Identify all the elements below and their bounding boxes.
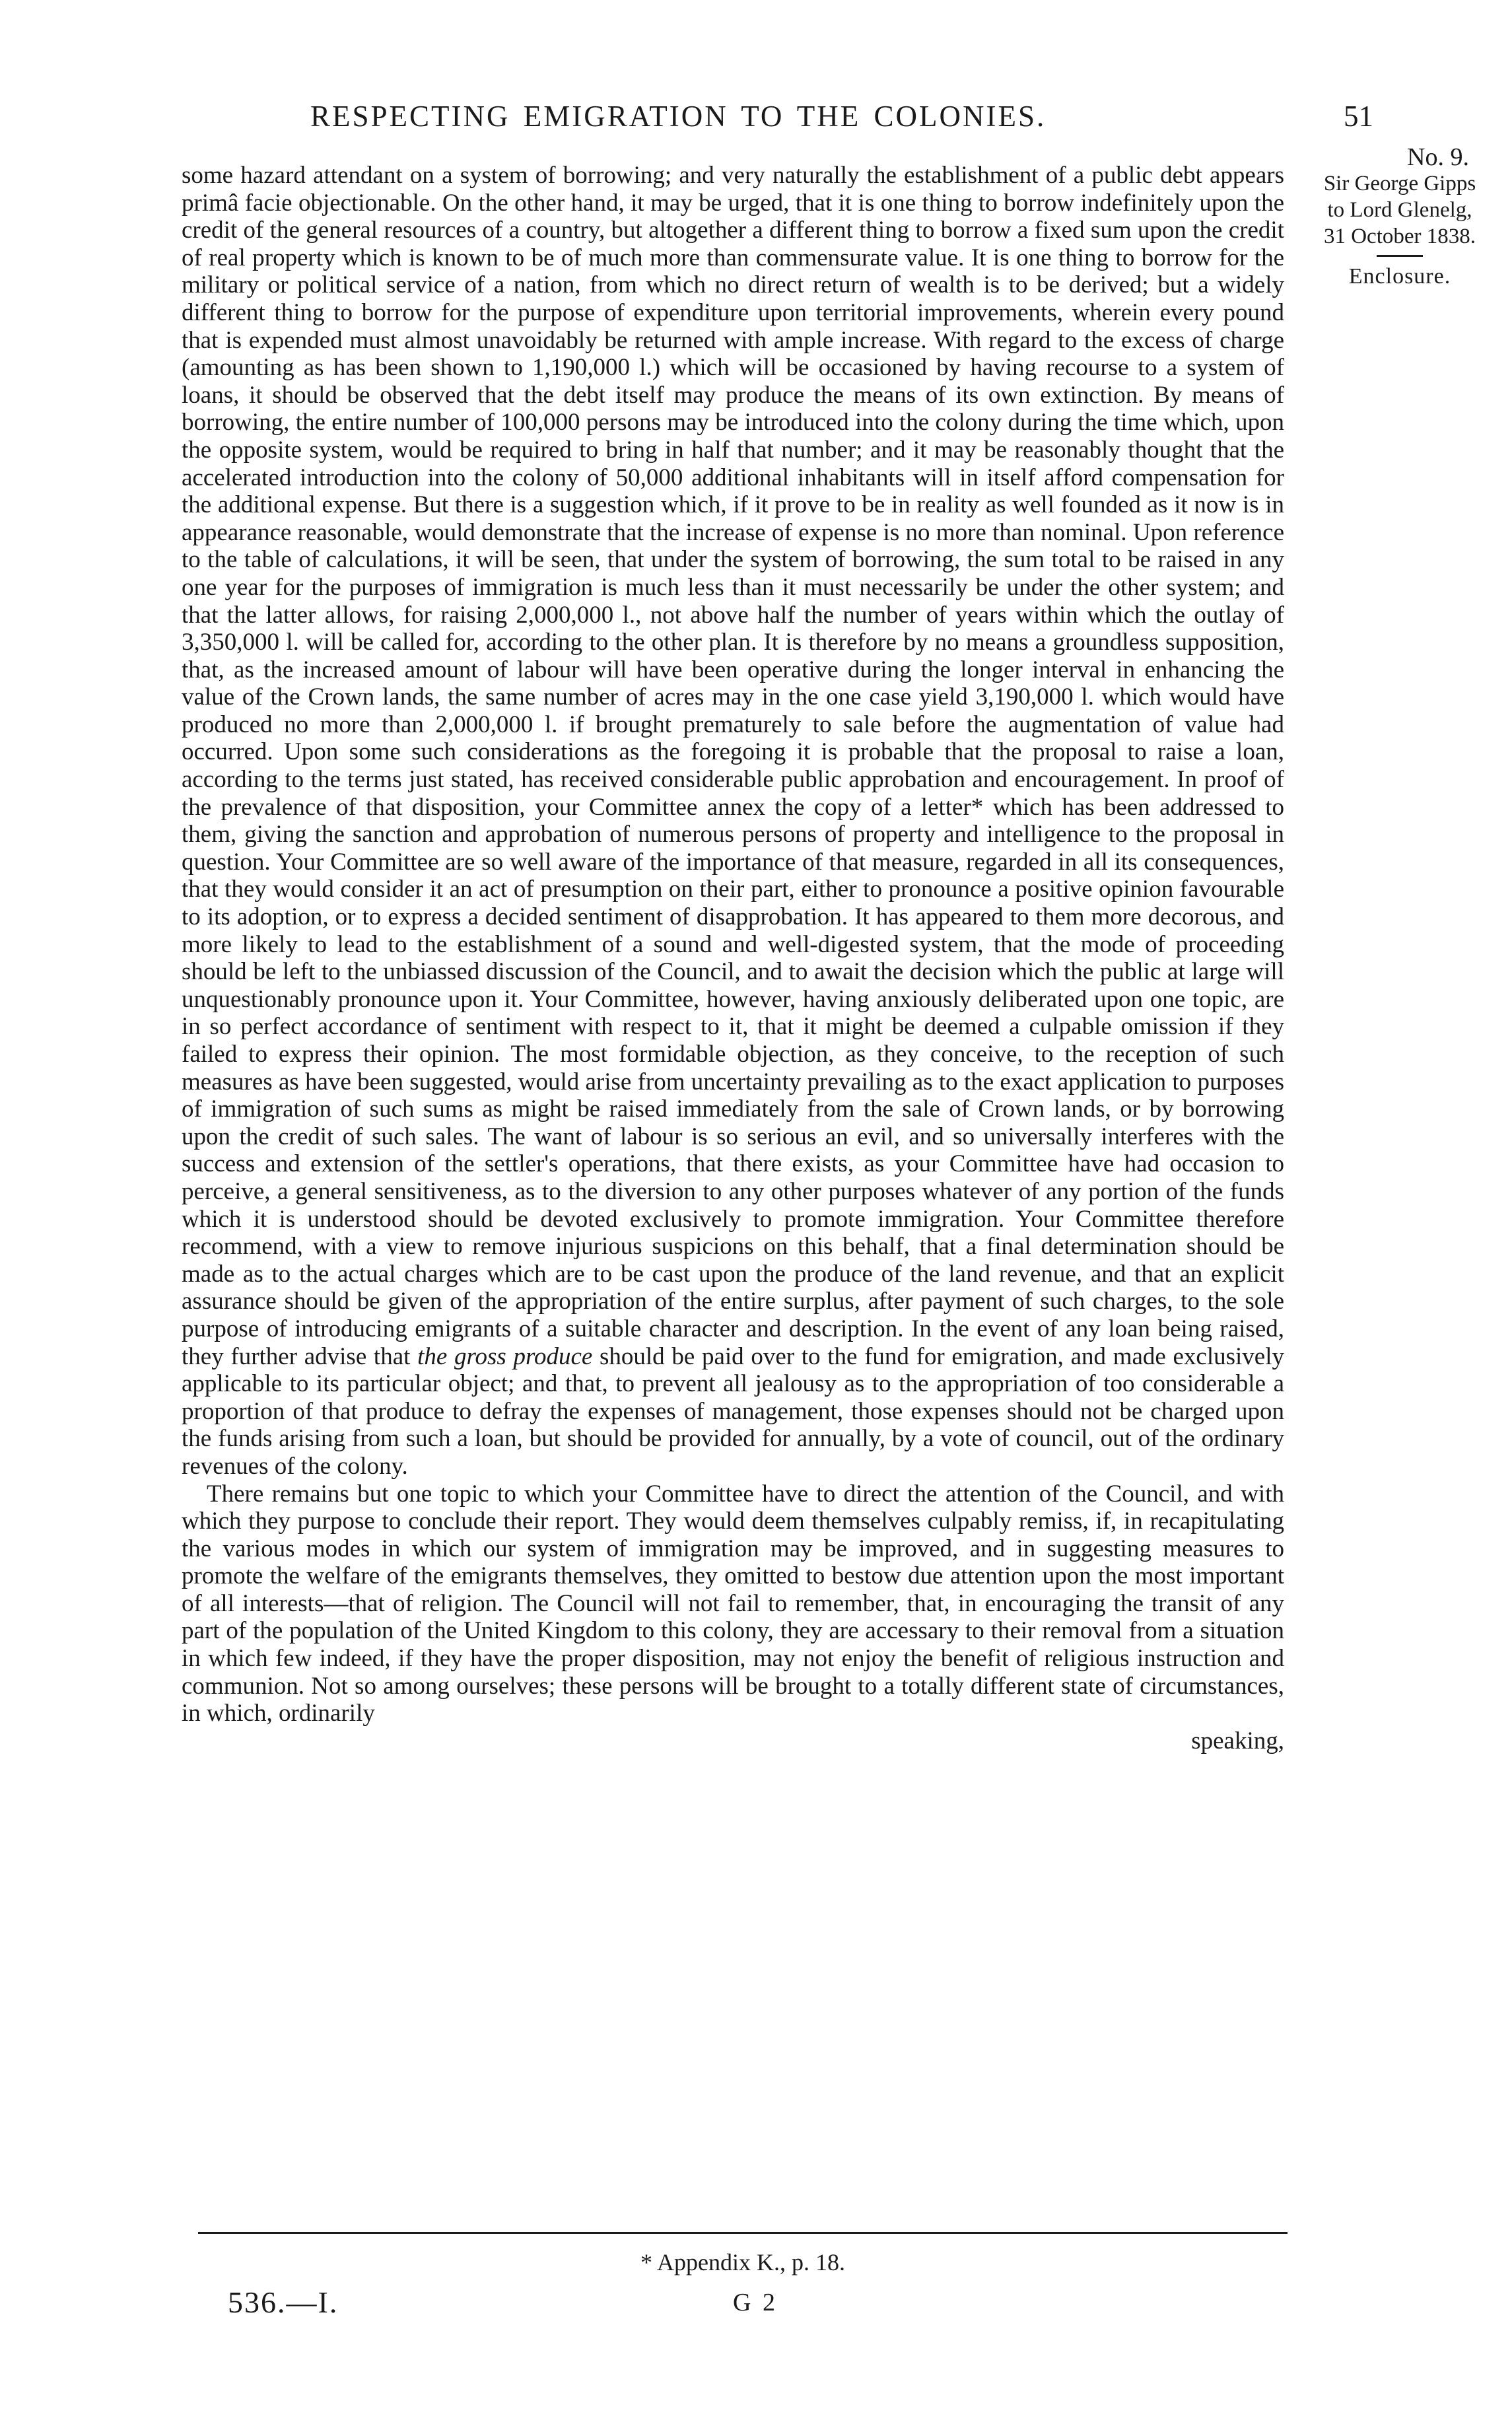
paragraph-text: There remains but one topic to which your Committee have to direct the attention of the Council, and with which they purpose to conclude their report. They would deem themselves culpably remiss, if, in recapitulating the various modes in which our system of immigration may be improved, and in suggesting measures to promote the welfare of the emigrants themselves, they omitted to bestow due attention upon the most important of all interests—that of religion. The Council will not fail to remember, that, in encouraging the transit of any part of the population of the United Kingdom to this colony, they are accessary to their removal from a situation in which few indeed, if they have the proper disposition, may not enjoy the benefit of religious instruction and communion. Not so among ourselves; these persons will be brought to a totally different state of circumstances, in which, ordinarily	[182, 1480, 1284, 1727]
margin-note	[1291, 144, 1509, 290]
footnote-divider	[198, 2232, 1288, 2234]
margin-note-date: 31 October 1838.	[1323, 225, 1476, 248]
margin-note-recipient: to Lord Glenelg,	[1327, 198, 1472, 222]
running-title: RESPECTING EMIGRATION TO THE COLONIES.	[310, 100, 1047, 133]
paragraph-continued	[182, 162, 1284, 1480]
margin-note-rule	[1377, 255, 1423, 257]
italic-phrase: the gross produce	[417, 1342, 593, 1370]
page-identifier: 536.—I.	[228, 2285, 339, 2319]
paragraph-religion	[182, 1480, 1284, 1727]
paragraph-text: some hazard attendant on a system of borrowing; and very naturally the establishment of a public debt appears primâ facie objectionable. On the other hand, it may be urged, that it is one thing to borrow indefinitely upon the credit of the general resources of a country, but altogether a different thing to borrow a fixed sum upon the credit of real property which is known to be of much more than commensurate value. It is one thing to borrow for the military or political service of a nation, from which no direct return of wealth is to be derived; but a widely different thing to borrow for the purpose of expenditure upon territorial improvements, wherein every pound that is expended must almost unavoidably be returned with ample increase. With regard to the excess of charge (amounting as has been shown to 1,190,000 l.) which will be occasioned by having recourse to a system of loans, it should be observed that the debt itself may produce the means of its own extinction. By means of borrowing, the entire number of 100,000 persons may be introduced into the colony during the time which, upon the opposite system, would be required to bring in half that number; and it may be reasonably thought that the accelerated introduction into the colony of 50,000 additional inhabitants will in itself afford compensation for the additional expense. But there is a suggestion which, if it prove to be in reality as well founded as it now is in appearance reasonable, would demonstrate that the increase of expense is no more than nominal. Upon reference to the table of calculations, it will be seen, that under the system of borrowing, the sum total to be raised in any one year for the purposes of immigration is much less than it must necessarily be under the other system; and that the latter allows, for raising 2,000,000 l., not above half the number of years within which the outlay of 3,350,000 l. will be called for, according to the other plan. It is therefore by no means a groundless supposition, that, as the increased amount of labour will have been operative during the longer interval in enhancing the value of the Crown lands, the same number of acres may in the one case yield 3,190,000 l. which would have produced no more than 2,000,000 l. if brought prematurely to sale before the augmentation of value had occurred. Upon some such considerations as the foregoing it is probable that the proposal to raise a loan, according to the terms just stated, has received considerable public approbation and encouragement. In proof of the prevalence of that disposition, your Committee annex the copy of a letter* which has been addressed to them, giving the sanction and approbation of numerous persons of property and intelligence to the proposal in question. Your Committee are so well aware of the importance of that measure, regarded in all its consequences, that they would consider it an act of presumption on their part, either to pronounce a positive opinion favourable to its adoption, or to express a decided sentiment of disapprobation. It has appeared to them more decorous, and more likely to lead to the establishment of a sound and well-digested system, that the mode of proceeding should be left to the unbiassed discussion of the Council, and to await the decision which the public at large will unquestionably pronounce upon it. Your Committee, however, having anxiously deliberated upon one topic, are in so perfect accordance of sentiment with respect to it, that it might be deemed a culpable omission if they failed to express their opinion. The most formidable objection, as they conceive, to the reception of such measures as have been suggested, would arise from uncertainty prevailing as to the exact application to purposes of immigration of such sums as might be raised immediately from the sale of Crown lands, or by borrowing upon the credit of such sales. The want of labour is so serious an evil, and so universally interferes with the success and extension of the settler's operations, that there exists, as your Committee have had occasion to perceive, a general sensitiveness, as to the diversion to any other purposes whatever of any portion of the funds which it is understood should be devoted exclusively to promote immigration. Your Committee therefore recommend, with a view to remove injurious suspicions on this behalf, that a final determination should be made as to the actual charges which are to be cast upon the produce of the land revenue, and that an explicit assurance should be given of the appropriation of the entire surplus, after payment of such charges, to the sole purpose of introducing emigrants of a suitable character and description. In the event of any loan being raised, they further advise that	[182, 162, 1284, 1370]
margin-note-sender: Sir George Gipps	[1323, 172, 1476, 195]
page-header	[310, 99, 1373, 145]
catchword: speaking,	[1191, 1727, 1284, 1754]
footnote: * Appendix K., p. 18.	[640, 2249, 845, 2275]
printer-signature-mark: G 2	[733, 2289, 778, 2316]
body-text	[182, 162, 1284, 2229]
paragraph-text-end: should be paid over to the fund for emigration, and made exclusively applicable to its particular object; and that, to prevent all jealousy as to the appropriation of too considerable a proportion of that produce to defray the expenses of management, those expenses should not be charged upon the funds arising from such a loan, but should be provided for annually, by a vote of council, out of the ordinary revenues of the colony.	[182, 1342, 1284, 1480]
enclosure-label: Enclosure.	[1348, 264, 1451, 289]
page-number: 51	[1344, 100, 1373, 133]
document-number: No. 9.	[1407, 143, 1469, 171]
